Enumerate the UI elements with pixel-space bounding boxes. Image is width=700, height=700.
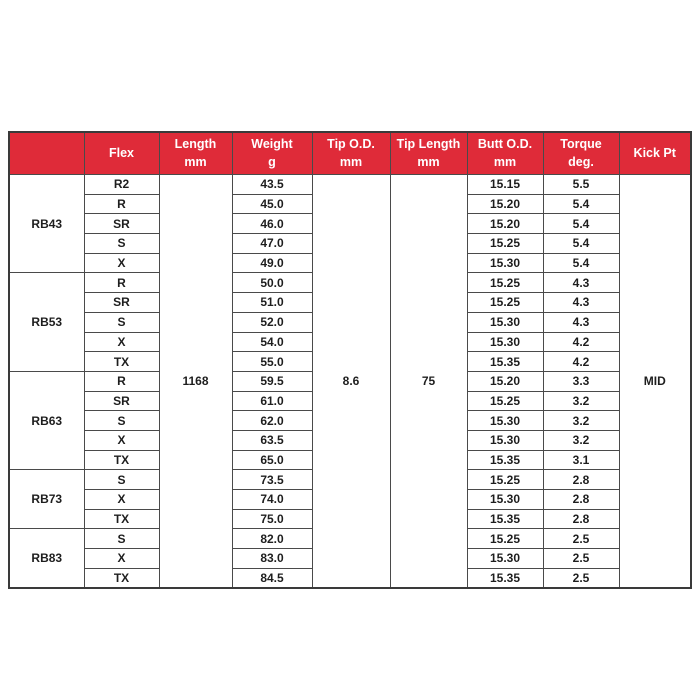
cell-butt-od: 15.30	[467, 549, 543, 569]
cell-flex: TX	[84, 568, 159, 588]
cell-flex: TX	[84, 509, 159, 529]
header-torque	[543, 132, 619, 175]
header-weight-line1: Weight	[251, 137, 293, 151]
cell-model-rb63: RB63	[9, 371, 84, 469]
header-length-line2: mm	[184, 154, 207, 169]
cell-weight: 46.0	[232, 214, 312, 234]
cell-weight: 55.0	[232, 352, 312, 372]
cell-weight: 83.0	[232, 549, 312, 569]
cell-butt-od: 15.15	[467, 175, 543, 195]
cell-weight: 50.0	[232, 273, 312, 293]
cell-torque: 5.4	[543, 253, 619, 273]
header-tip-od-line1: Tip O.D.	[327, 137, 375, 151]
cell-flex: S	[84, 470, 159, 490]
cell-butt-od: 15.25	[467, 293, 543, 313]
table-row	[9, 175, 691, 195]
cell-flex: SR	[84, 391, 159, 411]
cell-torque: 2.8	[543, 509, 619, 529]
cell-torque: 5.5	[543, 175, 619, 195]
header-butt-od	[467, 132, 543, 175]
cell-butt-od: 15.30	[467, 253, 543, 273]
cell-flex: S	[84, 529, 159, 549]
cell-model-rb73: RB73	[9, 470, 84, 529]
cell-butt-od: 15.35	[467, 352, 543, 372]
cell-flex: S	[84, 312, 159, 332]
cell-butt-od: 15.35	[467, 568, 543, 588]
header-model	[9, 132, 84, 175]
cell-weight: 65.0	[232, 450, 312, 470]
cell-weight: 62.0	[232, 411, 312, 431]
cell-weight: 75.0	[232, 509, 312, 529]
cell-butt-od: 15.20	[467, 194, 543, 214]
cell-flex: SR	[84, 293, 159, 313]
cell-flex: R	[84, 194, 159, 214]
header-tip-od	[312, 132, 390, 175]
cell-weight: 61.0	[232, 391, 312, 411]
cell-model-rb53: RB53	[9, 273, 84, 371]
cell-torque: 3.2	[543, 391, 619, 411]
cell-weight: 51.0	[232, 293, 312, 313]
cell-torque: 4.3	[543, 312, 619, 332]
cell-weight: 43.5	[232, 175, 312, 195]
header-tip-length	[390, 132, 467, 175]
cell-shared-tip-length: 75	[390, 175, 467, 589]
header-flex: Flex	[84, 132, 159, 175]
cell-flex: TX	[84, 352, 159, 372]
header-butt-od-line1: Butt O.D.	[477, 137, 533, 151]
cell-flex: X	[84, 490, 159, 510]
cell-torque: 2.5	[543, 529, 619, 549]
cell-butt-od: 15.25	[467, 234, 543, 254]
cell-flex: R	[84, 371, 159, 391]
cell-model-rb83: RB83	[9, 529, 84, 589]
cell-flex: SR	[84, 214, 159, 234]
cell-butt-od: 15.25	[467, 529, 543, 549]
header-tip-length-line1: Tip Length	[396, 137, 461, 151]
cell-torque: 5.4	[543, 234, 619, 254]
cell-torque: 4.2	[543, 332, 619, 352]
cell-butt-od: 15.20	[467, 371, 543, 391]
cell-butt-od: 15.30	[467, 490, 543, 510]
cell-butt-od: 15.25	[467, 391, 543, 411]
cell-torque: 3.2	[543, 411, 619, 431]
cell-shared-tip-od: 8.6	[312, 175, 390, 589]
cell-flex: R	[84, 273, 159, 293]
cell-flex: X	[84, 253, 159, 273]
cell-butt-od: 15.30	[467, 332, 543, 352]
cell-flex: S	[84, 411, 159, 431]
cell-weight: 82.0	[232, 529, 312, 549]
cell-weight: 84.5	[232, 568, 312, 588]
cell-butt-od: 15.25	[467, 470, 543, 490]
cell-flex: X	[84, 332, 159, 352]
cell-butt-od: 15.25	[467, 273, 543, 293]
header-tip-length-line2: mm	[417, 154, 440, 169]
cell-weight: 45.0	[232, 194, 312, 214]
header-row	[9, 132, 691, 175]
cell-butt-od: 15.35	[467, 509, 543, 529]
cell-torque: 3.3	[543, 371, 619, 391]
header-tip-od-line2: mm	[339, 154, 363, 169]
cell-torque: 2.8	[543, 490, 619, 510]
cell-weight: 59.5	[232, 371, 312, 391]
header-weight-line2: g	[268, 154, 276, 169]
header-torque-line2: deg.	[568, 154, 594, 169]
cell-torque: 4.3	[543, 273, 619, 293]
cell-torque: 2.5	[543, 549, 619, 569]
cell-flex: S	[84, 234, 159, 254]
cell-butt-od: 15.20	[467, 214, 543, 234]
cell-weight: 63.5	[232, 430, 312, 450]
cell-torque: 5.4	[543, 214, 619, 234]
header-length	[159, 132, 232, 175]
cell-flex: R2	[84, 175, 159, 195]
cell-butt-od: 15.35	[467, 450, 543, 470]
cell-torque: 4.2	[543, 352, 619, 372]
cell-torque: 3.1	[543, 450, 619, 470]
header-weight	[232, 132, 312, 175]
cell-weight: 49.0	[232, 253, 312, 273]
cell-flex: X	[84, 549, 159, 569]
cell-weight: 73.5	[232, 470, 312, 490]
cell-shared-kick-pt: MID	[619, 175, 691, 589]
cell-weight: 54.0	[232, 332, 312, 352]
cell-torque: 2.8	[543, 470, 619, 490]
cell-flex: X	[84, 430, 159, 450]
cell-torque: 5.4	[543, 194, 619, 214]
cell-butt-od: 15.30	[467, 430, 543, 450]
cell-torque: 2.5	[543, 568, 619, 588]
cell-weight: 47.0	[232, 234, 312, 254]
cell-torque: 3.2	[543, 430, 619, 450]
header-length-line1: Length	[174, 137, 217, 151]
header-kick-pt: Kick Pt	[619, 132, 691, 175]
header-butt-od-line2: mm	[493, 154, 517, 169]
cell-shared-length: 1168	[159, 175, 232, 589]
header-torque-line1: Torque	[560, 137, 602, 151]
cell-butt-od: 15.30	[467, 312, 543, 332]
cell-flex: TX	[84, 450, 159, 470]
cell-weight: 74.0	[232, 490, 312, 510]
cell-torque: 4.3	[543, 293, 619, 313]
cell-model-rb43: RB43	[9, 175, 84, 273]
shaft-spec-table	[8, 131, 692, 589]
cell-weight: 52.0	[232, 312, 312, 332]
cell-butt-od: 15.30	[467, 411, 543, 431]
